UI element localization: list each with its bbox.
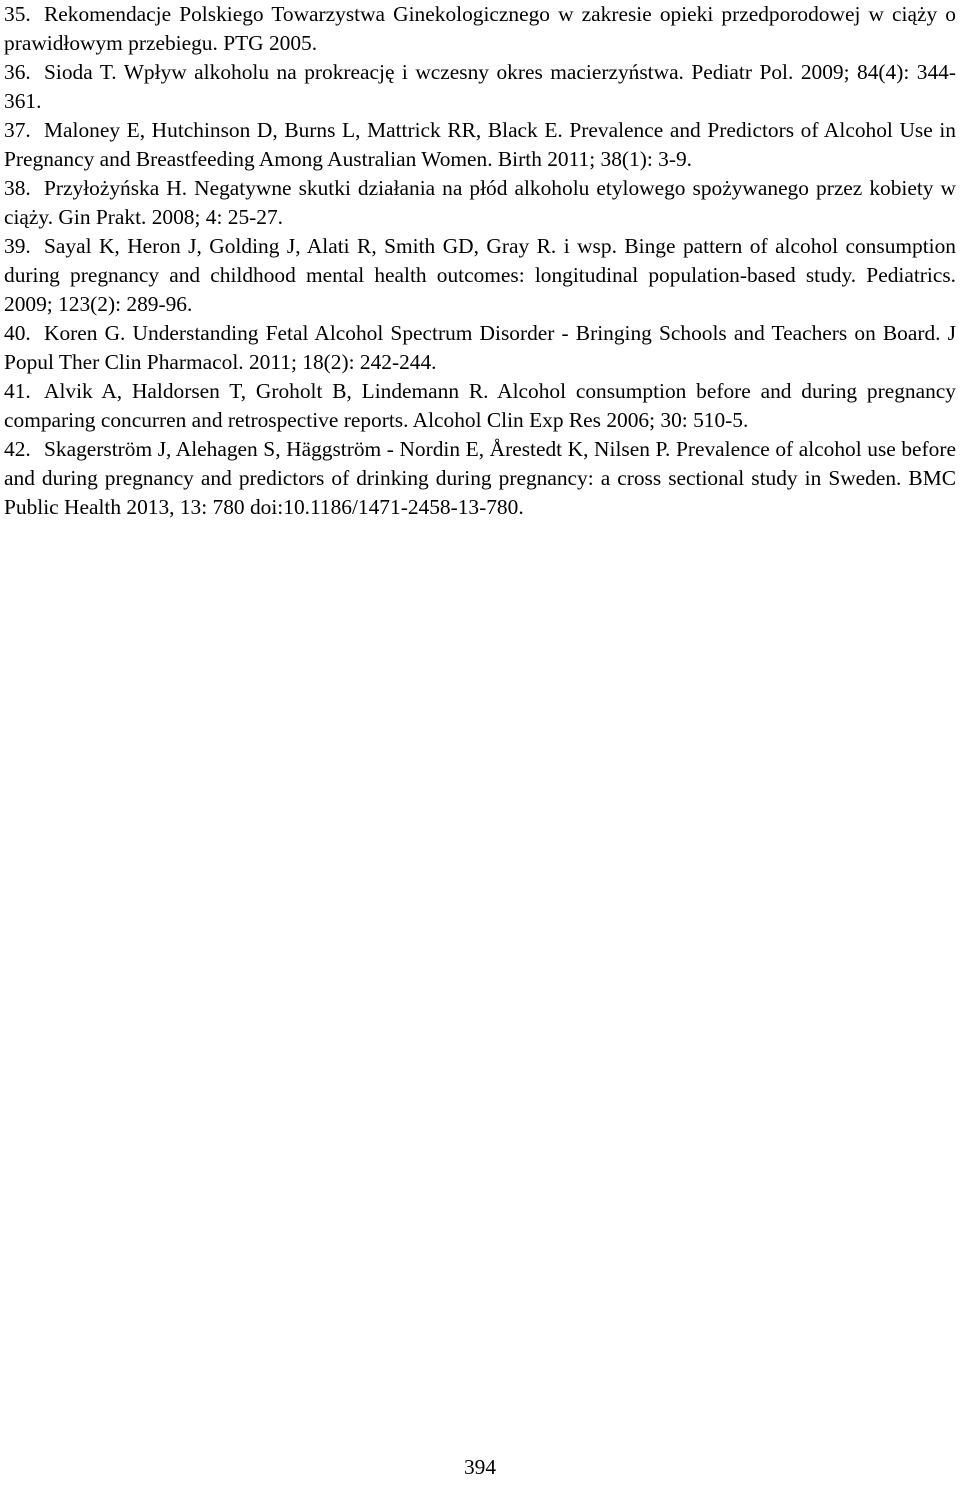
- reference-source: Pediatr Pol. 2009; 84(4): 344-361.: [4, 60, 956, 113]
- reference-source: Prevalence of alcohol use before and during pregnancy and predictors of drinking during pregnancy: a cross sectional study in Sweden. BMC Public Health 2013, 13: 780 doi:10.1186/1471-2458-13-780.: [4, 437, 956, 519]
- page-number: 394: [463, 1455, 497, 1479]
- reference-37: [4, 116, 956, 174]
- reference-source: Prevalence and Predictors of Alcohol Use in Pregnancy and Breastfeeding Among Australian Women. Birth 2011; 38(1): 3-9.: [4, 118, 956, 171]
- reference-authors: Rekomendacje Polskiego Towarzystwa Ginekologicznego w zakresie opieki przedporodowej w ciąży o prawidłowym przebiegu.: [4, 2, 956, 55]
- reference-41: [4, 377, 956, 435]
- reference-number: 40.: [4, 321, 31, 345]
- reference-number: 42.: [4, 437, 31, 461]
- reference-36: [4, 58, 956, 116]
- reference-40: [4, 319, 956, 377]
- reference-authors: Sioda T. Wpływ alkoholu na prokreację i wczesny okres macierzyństwa.: [44, 60, 684, 84]
- reference-authors: Sayal K, Heron J, Golding J, Alati R, Smith GD, Gray R. i wsp.: [44, 234, 617, 258]
- reference-authors: Przyłożyńska H.: [44, 176, 188, 200]
- reference-authors: Koren G.: [44, 321, 126, 345]
- reference-35: [4, 0, 956, 58]
- reference-number: 35.: [4, 2, 31, 26]
- reference-42: [4, 435, 956, 522]
- reference-authors: Alvik A, Haldorsen T, Groholt B, Lindemann R.: [44, 379, 489, 403]
- reference-authors: Maloney E, Hutchinson D, Burns L, Mattrick RR, Black E.: [44, 118, 563, 142]
- reference-authors: Skagerström J, Alehagen S, Häggström - Nordin E, Årestedt K, Nilsen P.: [44, 437, 671, 461]
- reference-number: 37.: [4, 118, 31, 142]
- reference-38: [4, 174, 956, 232]
- reference-source: Binge pattern of alcohol consumption during pregnancy and childhood mental health outcomes: longitudinal population-based study. Pediatrics. 2009; 123(2): 289-96.: [4, 234, 957, 316]
- reference-source: Negatywne skutki działania na płód alkoholu etylowego spożywanego przez kobiety w ciąży. Gin Prakt. 2008; 4: 25-27.: [4, 176, 956, 229]
- reference-source: PTG 2005.: [217, 31, 318, 55]
- reference-number: 41.: [4, 379, 31, 403]
- reference-source: Understanding Fetal Alcohol Spectrum Disorder - Bringing Schools and Teachers on Board. J Popul Ther Clin Pharmacol. 2011; 18(2): 242-244.: [4, 321, 956, 374]
- reference-source: Alcohol consumption before and during pregnancy comparing concurren and retrospective reports. Alcohol Clin Exp Res 2006; 30: 510-5.: [4, 379, 956, 432]
- reference-number: 36.: [4, 60, 31, 84]
- reference-number: 39.: [4, 234, 31, 258]
- reference-39: [4, 232, 956, 319]
- reference-number: 38.: [4, 176, 31, 200]
- reference-list: [4, 0, 956, 522]
